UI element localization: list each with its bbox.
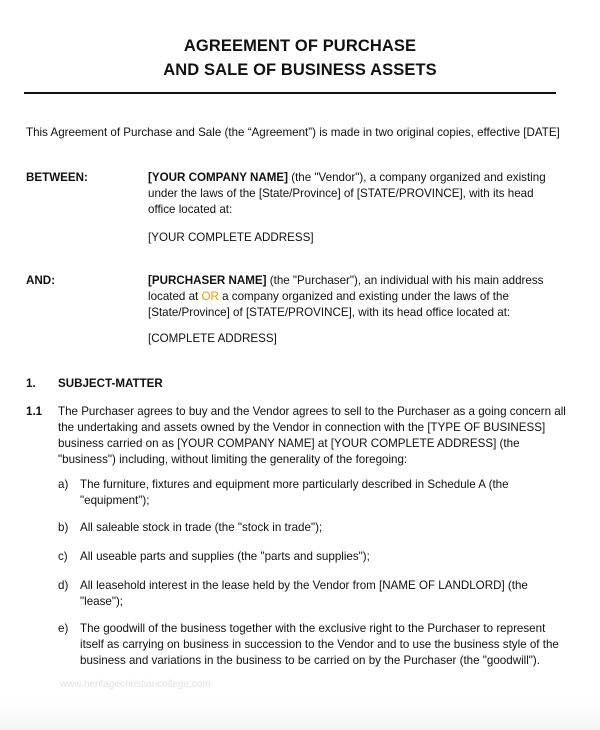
section-number: 1.	[26, 377, 36, 390]
clause-line: The Purchaser agrees to buy and the Vendor agrees to sell to the Purchaser as a going concern all	[58, 405, 566, 418]
between-line1	[148, 170, 546, 187]
vendor-name: [YOUR COMPANY NAME]	[148, 171, 288, 184]
and-line1-rest: (the "Purchaser"), an individual with his main address	[266, 274, 544, 287]
document-title-line1: AGREEMENT OF PURCHASE	[183, 37, 417, 55]
and-line2	[148, 289, 509, 306]
and-line3: [State/Province] of [STATE/PROVINCE], with its head office located at:	[148, 306, 511, 319]
item-line: All leasehold interest in the lease held by the Vendor from [NAME OF LANDLORD] (the	[80, 579, 528, 592]
item-letter: d)	[58, 579, 69, 592]
item-line: The furniture, fixtures and equipment more particularly described in Schedule A (the	[80, 478, 509, 491]
document-title-line2: AND SALE OF BUSINESS ASSETS	[163, 61, 437, 79]
and-label: AND:	[26, 274, 55, 287]
between-label: BETWEEN:	[26, 171, 88, 184]
page-bottom-edge	[0, 700, 600, 730]
watermark: www.heritagechristiancollege.com	[60, 679, 211, 690]
item-letter: c)	[58, 550, 68, 563]
between-line1-rest: (the "Vendor"), a company organized and existing	[288, 171, 546, 184]
item-line: The goodwill of the business together with the exclusive right to the Purchaser to represent	[80, 622, 546, 635]
purchaser-address: [COMPLETE ADDRESS]	[148, 332, 277, 345]
item-line: All useable parts and supplies (the "parts and supplies");	[80, 550, 370, 563]
item-line: business and variations in the business to be carried on by the Purchaser (the "goodwill").	[80, 654, 540, 667]
vendor-address: [YOUR COMPLETE ADDRESS]	[148, 231, 314, 244]
clause-line: the undertaking and assets owned by the Vendor in connection with the [TYPE OF BUSINESS]	[58, 421, 546, 434]
and-line2-pre: located at	[148, 290, 202, 303]
clause-line: business carried on as [YOUR COMPANY NAME] at [YOUR COMPLETE ADDRESS] (the	[58, 437, 520, 450]
between-line2: under the laws of the [State/Province] of [STATE/PROVINCE], with its head	[148, 187, 534, 200]
between-line3: office located at:	[148, 203, 233, 216]
item-line: "equipment");	[80, 494, 150, 507]
purchaser-name: [PURCHASER NAME]	[148, 274, 267, 287]
and-line1	[148, 273, 543, 290]
clause-line: "business") including, without limiting the generality of the foregoing:	[58, 453, 408, 466]
item-letter: e)	[58, 622, 69, 635]
or-highlight: OR	[201, 290, 219, 303]
section-heading: SUBJECT-MATTER	[58, 377, 163, 390]
title-divider	[24, 92, 556, 94]
and-line2-post: a company organized and existing under the laws of the	[218, 290, 509, 303]
item-line: All saleable stock in trade (the "stock in trade");	[80, 521, 323, 534]
item-letter: b)	[58, 521, 69, 534]
item-letter: a)	[58, 478, 69, 491]
clause-number: 1.1	[26, 405, 43, 418]
item-line: itself as carrying on business in succession to the Vendor and to use the business style of the	[80, 638, 559, 651]
item-line: "lease");	[80, 595, 124, 608]
intro-paragraph: This Agreement of Purchase and Sale (the “Agreement”) is made in two original copies, effective [DATE]	[26, 126, 560, 139]
